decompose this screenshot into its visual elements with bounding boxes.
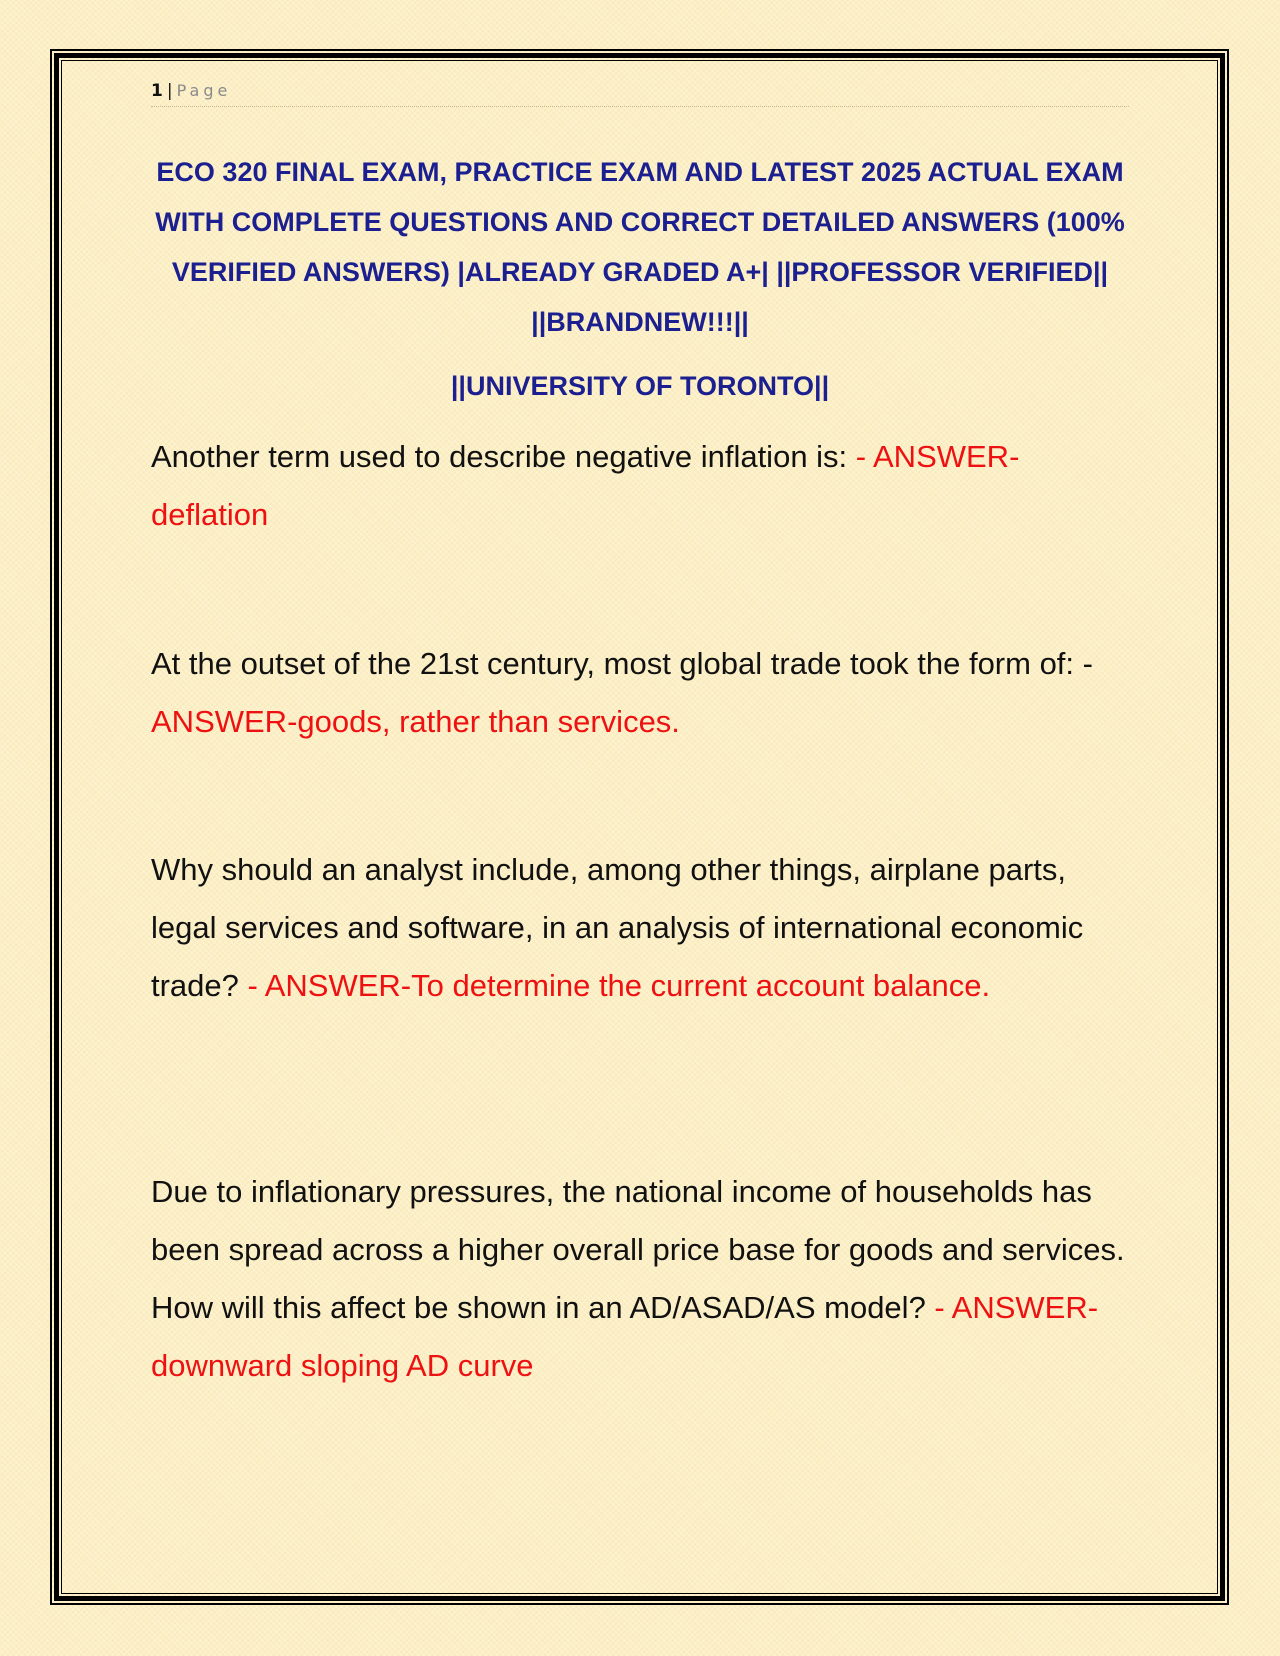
answer-text: - ANSWER-To determine the current account balance. — [247, 968, 991, 1003]
page-number: 1 — [151, 81, 163, 101]
answer-text: ANSWER-goods, rather than services. — [151, 704, 680, 739]
qa-item — [151, 841, 1136, 1015]
question-text: Another term used to describe negative inflation is: — [151, 439, 856, 474]
answer-text: - ANSWER-deflation — [151, 439, 1020, 532]
page-header-separator: | — [166, 81, 173, 101]
qa-item — [151, 1163, 1136, 1395]
question-text: At the outset of the 21st century, most global trade took the form of: - — [151, 646, 1093, 681]
qa-item — [151, 635, 1136, 751]
page-label: Page — [176, 81, 232, 100]
qa-item — [151, 428, 1136, 544]
page-header — [151, 80, 1129, 107]
document-title: ECO 320 FINAL EXAM, PRACTICE EXAM AND LATEST 2025 ACTUAL EXAM WITH COMPLETE QUESTIONS AND CORRECT DETAILED ANSWERS (100% VERIFIED ANSWERS) |ALREADY GRADED A+| ||PROFESSOR VERIFIED|| ||BRANDNEW!!!|| — [155, 157, 1125, 337]
answer-text: - ANSWER-downward sloping AD curve — [151, 1290, 1099, 1383]
document-subtitle: ||UNIVERSITY OF TORONTO|| — [450, 371, 830, 401]
question-text: Due to inflationary pressures, the national income of households has been spread across a higher overall price base for goods and services. How will this affect be shown in an AD/ASAD/AS model? — [151, 1174, 1125, 1325]
question-text: Why should an analyst include, among other things, airplane parts, legal services and software, in an analysis of international economic trade? — [151, 852, 1084, 1003]
